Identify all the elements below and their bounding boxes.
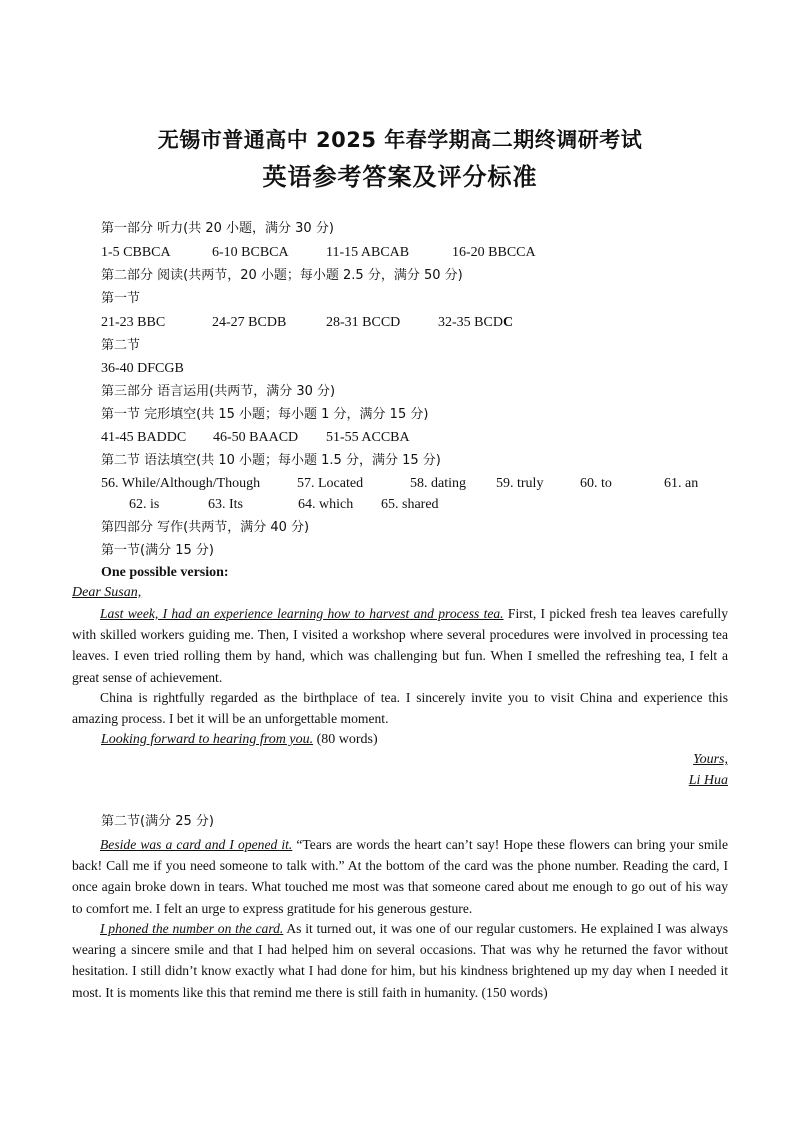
letter-signature: Li Hua [688,773,728,788]
grammar-answer: 65. shared [381,497,439,512]
grammar-answer: 64. which [298,497,354,512]
answer-group: 11-15 ABCAB [326,245,410,260]
part3-heading: 第三部分 语言运用(共两节，满分 30 分) [101,384,336,399]
underlined-sentence: Last week, I had an experience learning how to harvest and process tea. [100,606,504,621]
answer-group: 16-20 BBCCA [452,245,536,260]
letter-closing: Looking forward to hearing from you. (80 words) [101,732,378,747]
exam-title: 无锡市普通高中 2025 年春学期高二期终调研考试 [157,128,643,152]
answer-group: 21-23 BBC [101,315,166,330]
answer-group: 24-27 BCDB [212,315,287,330]
answer-group: 51-55 ACCBA [326,430,410,445]
underlined-sentence: Beside was a card and I opened it. [100,837,293,852]
answer-group: 46-50 BAACD [213,430,299,445]
answer-group: 28-31 BCCD [326,315,401,330]
answer-group: 41-45 BADDC [101,430,187,445]
continuation-paragraph-2: I phoned the number on the card. As it turned out, it was one of our regular customers. He explained I was always wearing a sincere smile and that I had helped him on several occasions. That was why he returned the favor without hesitation. I still didn’t know exactly what I had done for him, but his kindness brightened up my day when I needed it most. It is moments like this that remind me there is still faith in humanity. (150 words) [72,921,728,1000]
part1-heading: 第一部分 听力(共 20 小题，满分 30 分) [101,221,334,236]
part2-heading: 第二部分 阅读(共两节，20 小题；每小题 2.5 分，满分 50 分) [101,268,463,283]
part4-sec2-label: 第二节(满分 25 分) [101,814,214,829]
answer-group: 1-5 CBBCA [101,245,171,260]
part4-sec1-label: 第一节(满分 15 分) [101,543,214,558]
letter-paragraph-1: Last week, I had an experience learning how to harvest and process tea. First, I picked fresh tea leaves carefully with skilled workers guiding me. Then, I visited a workshop where several procedures were involved in processing tea leaves. I even tried rolling them by hand, which was challenging but fun. When I smelled the refreshing tea, I felt a great sense of achievement. [72,606,728,685]
part3-sec2-label: 第二节 语法填空(共 10 小题；每小题 1.5 分，满分 15 分) [101,453,441,468]
grammar-answer: 57. Located [297,476,364,491]
part2-sec2-label: 第二节 [101,338,141,353]
part2-sec1-label: 第一节 [101,291,141,306]
part3-sec1-label: 第一节 完形填空(共 15 小题；每小题 1 分，满分 15 分) [101,407,429,422]
answer-group: 32-35 BCDC [438,315,514,330]
grammar-answer: 58. dating [410,476,466,491]
part2-sec2-answers: 36-40 DFCGB [101,361,184,376]
grammar-answer: 63. Its [208,497,243,512]
underlined-sentence: I phoned the number on the card. [100,921,284,936]
part4-heading: 第四部分 写作(共两节，满分 40 分) [101,520,310,535]
letter-paragraph-2: China is rightfully regarded as the birthplace of tea. I sincerely invite you to visit China and experience this amazing process. I bet it will be an unforgettable moment. [72,690,728,727]
grammar-answer: 60. to [580,476,612,491]
grammar-answer: 61. an [664,476,699,491]
grammar-answer: 62. is [129,497,160,512]
grammar-answer: 56. While/Although/Though [101,476,261,491]
grammar-answer: 59. truly [496,476,544,491]
answer-group: 6-10 BCBCA [212,245,289,260]
letter-signoff: Yours, [693,752,728,767]
version-label: One possible version: [101,565,229,580]
document-subtitle: 英语参考答案及评分标准 [262,163,538,191]
letter-salutation: Dear Susan, [72,585,142,600]
continuation-paragraph-1: Beside was a card and I opened it. “Tears are words the heart can’t say! Hope these flowers can bring your smile back! Call me if you need someone to talk with.” At the bottom of the card was the phone number. Reading the card, I once again broke down in tears. What touched me most was that someone cared about me enough to go out of his way to comfort me. I felt an urge to express gratitude for his generous gesture. [72,837,728,916]
